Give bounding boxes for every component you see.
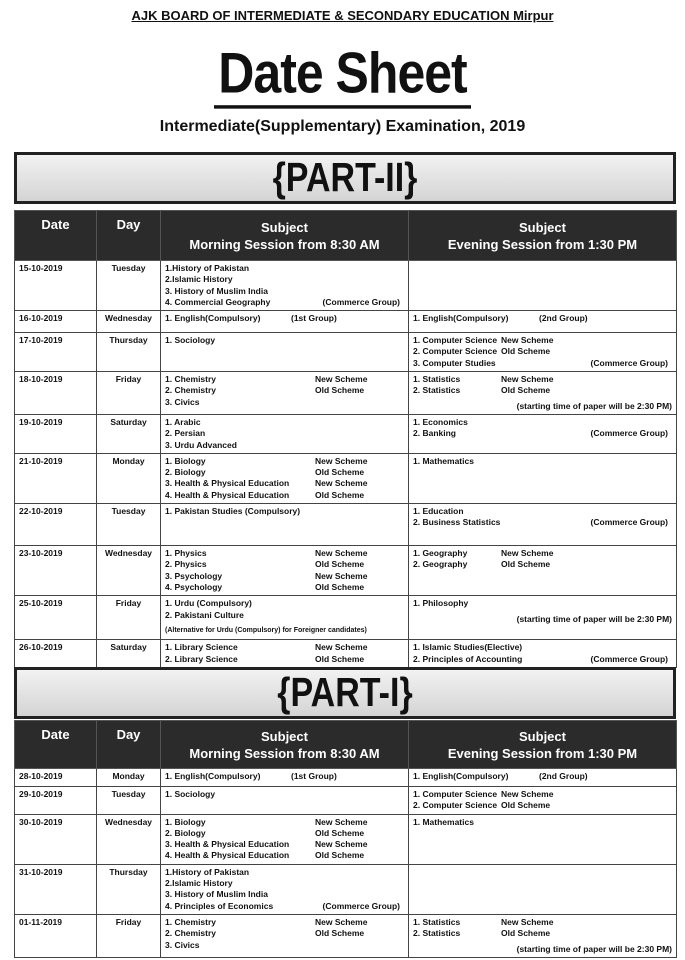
exam-day: Monday xyxy=(97,769,161,787)
paper-time-note: (Alternative for Urdu (Compulsory) for Foreigner candidates) xyxy=(165,626,367,634)
table-row xyxy=(15,414,677,453)
page-title xyxy=(0,40,685,107)
scheme-label: Old Scheme xyxy=(501,346,551,357)
subject-line xyxy=(413,928,672,939)
subject-name: 2.Islamic History xyxy=(165,878,233,889)
col-date: Date xyxy=(15,721,97,769)
table-row xyxy=(15,546,677,596)
morning-subjects xyxy=(161,787,409,815)
col-morning xyxy=(161,721,409,769)
subject-line xyxy=(165,286,404,297)
subject-name: 4. Psychology xyxy=(165,581,223,592)
exam-date: 19-10-2019 xyxy=(15,414,97,453)
subject-line xyxy=(165,417,404,428)
subject-name: 2. Pakistani Culture xyxy=(165,609,244,620)
subject-name: 1. Sociology xyxy=(165,789,216,799)
exam-day: Wednesday xyxy=(97,311,161,333)
subject-line xyxy=(413,817,672,828)
exam-date: 28-10-2019 xyxy=(15,769,97,787)
paper-time-note: (starting time of paper will be 2:30 PM) xyxy=(516,613,672,624)
subject-name: 1. Sociology xyxy=(165,335,216,346)
evening-subjects xyxy=(409,769,677,787)
table-row xyxy=(15,311,677,333)
subject-line xyxy=(165,263,404,274)
scheme-label: Old Scheme xyxy=(315,467,365,478)
table-row xyxy=(15,787,677,815)
scheme-label: New Scheme xyxy=(501,789,554,799)
subject-name: 3. Psychology xyxy=(165,570,223,581)
subject-name: 2. Chemistry xyxy=(165,928,217,939)
col-day: Day xyxy=(97,211,161,261)
subject-line xyxy=(165,917,404,928)
subject-name: 2. Persian xyxy=(165,428,206,439)
subject-line xyxy=(165,548,404,559)
exam-date: 23-10-2019 xyxy=(15,546,97,596)
subject-line xyxy=(165,440,404,451)
subject-name: 1.History of Pakistan xyxy=(165,263,250,273)
exam-date: 25-10-2019 xyxy=(15,596,97,640)
scheme-label: Old Scheme xyxy=(501,559,551,570)
scheme-label: New Scheme xyxy=(315,570,368,581)
subject-line xyxy=(165,506,404,517)
exam-date: 29-10-2019 xyxy=(15,787,97,815)
scheme-label: New Scheme xyxy=(315,374,368,385)
subject-name: 1. Physics xyxy=(165,548,207,559)
subject-line xyxy=(165,428,404,439)
subject-name: 3. Health & Physical Education xyxy=(165,839,290,850)
table-row xyxy=(15,640,677,668)
subject-name: 1. Geography xyxy=(413,548,468,559)
subject-line xyxy=(413,313,672,324)
morning-subjects xyxy=(161,453,409,503)
subject-line xyxy=(165,374,404,385)
exam-day: Thursday xyxy=(97,864,161,914)
table-row xyxy=(15,333,677,372)
subject-name: 1. Arabic xyxy=(165,416,201,427)
subject-name: 2. Geography xyxy=(413,559,468,570)
scheme-label: Old Scheme xyxy=(315,850,365,861)
subject-name: 2. Chemistry xyxy=(165,385,217,396)
subject-line xyxy=(413,428,672,439)
exam-date: 16-10-2019 xyxy=(15,311,97,333)
subject-line xyxy=(413,335,672,346)
morning-subjects xyxy=(161,311,409,333)
subject-line xyxy=(413,789,672,800)
paper-time-note: (starting time of paper will be 2:30 PM) xyxy=(516,400,672,411)
subject-name: 1. Biology xyxy=(165,455,206,466)
subject-name: 1. Urdu (Compulsory) xyxy=(165,598,252,609)
subject-name: 2. Biology xyxy=(165,827,206,838)
subject-name: 1. Pakistan Studies (Compulsory) xyxy=(165,506,301,517)
subject-line xyxy=(165,313,404,324)
exam-day: Tuesday xyxy=(97,787,161,815)
evening-subjects xyxy=(409,261,677,311)
subject-line xyxy=(413,654,672,665)
subject-line xyxy=(413,358,672,369)
subject-line xyxy=(165,642,404,653)
subject-name: 2. Biology xyxy=(165,467,206,478)
subject-name: 2. Statistics xyxy=(413,928,461,939)
evening-subjects xyxy=(409,311,677,333)
exam-date: 01-11-2019 xyxy=(15,914,97,957)
group-label: (Commerce Group) xyxy=(590,517,668,528)
subject-line xyxy=(165,610,404,621)
subject-name: 1. Economics xyxy=(413,416,468,427)
subject-line xyxy=(165,571,404,582)
morning-subjects xyxy=(161,546,409,596)
table-row xyxy=(15,372,677,415)
exam-date: 17-10-2019 xyxy=(15,333,97,372)
subject-name: 3. History of Muslim India xyxy=(165,285,268,296)
table-row xyxy=(15,814,677,864)
subject-line xyxy=(165,771,404,782)
subject-line xyxy=(165,456,404,467)
group-label: (1st Group) xyxy=(291,313,337,324)
scheme-label: New Scheme xyxy=(501,335,554,346)
paper-time-note: (starting time of paper will be 2:30 PM) xyxy=(516,943,672,954)
morning-subjects xyxy=(161,596,409,640)
subject-line xyxy=(413,385,672,396)
subject-line xyxy=(165,385,404,396)
group-label: (Commerce Group) xyxy=(322,296,400,307)
group-label: (1st Group) xyxy=(291,771,337,781)
subject-name: 1. English(Compulsory) xyxy=(413,313,509,324)
col-evening xyxy=(409,721,677,769)
col-subject-label: Subject xyxy=(519,728,566,744)
subject-line xyxy=(413,346,672,357)
subject-name: 1. Islamic Studies(Elective) xyxy=(413,642,523,653)
subject-line xyxy=(165,582,404,593)
subject-line xyxy=(165,598,404,609)
group-label: (Commerce Group) xyxy=(322,900,400,911)
exam-date: 30-10-2019 xyxy=(15,814,97,864)
subject-line xyxy=(165,397,404,408)
subject-name: 1. English(Compulsory) xyxy=(165,771,261,781)
evening-subjects xyxy=(409,372,677,415)
col-morning xyxy=(161,211,409,261)
table-row xyxy=(15,453,677,503)
subject-line xyxy=(165,467,404,478)
scheme-label: New Scheme xyxy=(501,548,554,559)
subject-name: 1. Mathematics xyxy=(413,816,474,827)
col-day: Day xyxy=(97,721,161,769)
subject-line xyxy=(413,771,672,782)
subject-name: 1. Mathematics xyxy=(413,455,474,466)
group-label: (Commerce Group) xyxy=(590,357,668,368)
morning-subjects xyxy=(161,261,409,311)
subject-line xyxy=(165,850,404,861)
subject-line xyxy=(165,940,404,951)
subject-line xyxy=(165,867,404,878)
subject-name: 1. Computer Science xyxy=(413,789,498,799)
subject-line xyxy=(165,817,404,828)
table-row xyxy=(15,864,677,914)
exam-date: 26-10-2019 xyxy=(15,640,97,668)
subject-line xyxy=(165,335,404,346)
exam-date: 18-10-2019 xyxy=(15,372,97,415)
col-evening-label: Evening Session from 1:30 PM xyxy=(447,745,638,761)
subject-line xyxy=(165,839,404,850)
subject-name: 1. Library Science xyxy=(165,642,238,653)
subject-name: 4. Principles of Economics xyxy=(165,900,274,911)
subject-name: 3. Urdu Advanced xyxy=(165,439,237,450)
evening-subjects xyxy=(409,814,677,864)
subject-name: 4. Commercial Geography xyxy=(165,296,271,307)
evening-subjects xyxy=(409,864,677,914)
subject-line xyxy=(413,456,672,467)
col-subject-label: Subject xyxy=(261,219,308,235)
subject-line xyxy=(165,478,404,489)
subject-name: 2. Computer Science xyxy=(413,346,498,357)
scheme-label: Old Scheme xyxy=(315,827,365,838)
subject-line xyxy=(165,559,404,570)
subject-line xyxy=(413,506,672,517)
exam-day: Friday xyxy=(97,914,161,957)
part1-title: {PART-I} xyxy=(277,669,413,716)
evening-subjects xyxy=(409,640,677,668)
exam-date: 22-10-2019 xyxy=(15,504,97,546)
exam-day: Friday xyxy=(97,372,161,415)
subject-name: 3. Computer Studies xyxy=(413,357,496,368)
subject-line xyxy=(413,917,672,928)
subject-line xyxy=(165,889,404,900)
subject-line xyxy=(413,374,672,385)
col-morning-label: Morning Session from 8:30 AM xyxy=(189,236,380,252)
scheme-label: New Scheme xyxy=(315,642,368,653)
subject-name: 2. Principles of Accounting xyxy=(413,653,523,664)
exam-day: Wednesday xyxy=(97,546,161,596)
subject-name: 1. Statistics xyxy=(413,916,461,927)
table-row xyxy=(15,596,677,640)
subject-name: 1. Chemistry xyxy=(165,916,217,927)
morning-subjects xyxy=(161,372,409,415)
subject-line xyxy=(165,490,404,501)
morning-subjects xyxy=(161,333,409,372)
table-row xyxy=(15,914,677,957)
scheme-label: New Scheme xyxy=(315,548,368,559)
exam-day: Saturday xyxy=(97,640,161,668)
part2-table xyxy=(14,210,677,668)
scheme-label: Old Scheme xyxy=(315,928,365,939)
morning-subjects xyxy=(161,414,409,453)
evening-subjects xyxy=(409,414,677,453)
morning-subjects xyxy=(161,864,409,914)
part1-table xyxy=(14,720,677,958)
subject-name: 3. Health & Physical Education xyxy=(165,478,290,489)
col-subject-label: Subject xyxy=(519,219,566,235)
scheme-label: New Scheme xyxy=(315,916,368,927)
subject-name: 2. Library Science xyxy=(165,653,238,664)
subject-name: 1.History of Pakistan xyxy=(165,866,250,877)
group-label: (Commerce Group) xyxy=(590,428,668,439)
col-morning-label: Morning Session from 8:30 AM xyxy=(189,745,380,761)
subject-name: 2. Statistics xyxy=(413,385,461,396)
evening-subjects xyxy=(409,596,677,640)
subject-name: 2. Business Statistics xyxy=(413,517,501,528)
morning-subjects xyxy=(161,814,409,864)
part1-banner xyxy=(14,667,676,719)
evening-subjects xyxy=(409,333,677,372)
exam-date: 21-10-2019 xyxy=(15,453,97,503)
subject-name: 1. Philosophy xyxy=(413,598,469,609)
exam-day: Saturday xyxy=(97,414,161,453)
subject-line xyxy=(165,901,404,912)
subject-line xyxy=(413,548,672,559)
page-title-text: Date Sheet xyxy=(214,41,470,109)
evening-subjects xyxy=(409,504,677,546)
exam-day: Wednesday xyxy=(97,814,161,864)
subject-name: 2.Islamic History xyxy=(165,274,233,285)
subject-name: 1. English(Compulsory) xyxy=(413,771,509,781)
exam-day: Friday xyxy=(97,596,161,640)
subject-name: 4. Health & Physical Education xyxy=(165,850,290,861)
exam-subtitle: Intermediate(Supplementary) Examination, 2019 xyxy=(159,118,526,135)
subject-name: 1. Computer Science xyxy=(413,335,498,346)
subject-name: 2. Physics xyxy=(165,559,207,570)
subject-name: 1. English(Compulsory) xyxy=(165,313,261,324)
evening-subjects xyxy=(409,787,677,815)
subject-line xyxy=(165,297,404,308)
scheme-label: Old Scheme xyxy=(315,385,365,396)
subject-line xyxy=(165,928,404,939)
exam-date: 15-10-2019 xyxy=(15,261,97,311)
morning-subjects xyxy=(161,504,409,546)
evening-subjects xyxy=(409,453,677,503)
scheme-label: New Scheme xyxy=(315,839,368,850)
part2-title: {PART-II} xyxy=(272,154,418,201)
subject-line xyxy=(165,878,404,889)
subject-name: 1. Biology xyxy=(165,816,206,827)
scheme-label: New Scheme xyxy=(501,374,554,385)
subject-name: 2. Computer Science xyxy=(413,800,498,811)
exam-day: Monday xyxy=(97,453,161,503)
subject-line xyxy=(165,274,404,285)
subject-name: 1. Chemistry xyxy=(165,374,217,385)
col-evening xyxy=(409,211,677,261)
scheme-label: New Scheme xyxy=(315,478,368,489)
subject-name: 1. Education xyxy=(413,506,464,517)
scheme-label: New Scheme xyxy=(501,916,554,927)
subject-line xyxy=(413,800,672,811)
scheme-label: Old Scheme xyxy=(315,489,365,500)
subject-line xyxy=(413,642,672,653)
exam-date: 31-10-2019 xyxy=(15,864,97,914)
table-row xyxy=(15,769,677,787)
scheme-label: Old Scheme xyxy=(501,385,551,396)
subject-name: 2. Banking xyxy=(413,428,456,439)
morning-subjects xyxy=(161,914,409,957)
board-name: AJK BOARD OF INTERMEDIATE & SECONDARY EDUCATION Mirpur xyxy=(131,8,554,23)
scheme-label: Old Scheme xyxy=(501,800,551,811)
col-evening-label: Evening Session from 1:30 PM xyxy=(447,236,638,252)
scheme-label: New Scheme xyxy=(315,455,368,466)
exam-day: Tuesday xyxy=(97,261,161,311)
subject-name: 3. Civics xyxy=(165,939,200,950)
subject-line xyxy=(165,654,404,665)
scheme-label: New Scheme xyxy=(315,816,368,827)
subject-line xyxy=(165,828,404,839)
evening-subjects xyxy=(409,546,677,596)
subject-name: 3. History of Muslim India xyxy=(165,889,268,900)
subject-line xyxy=(165,789,404,800)
group-label: (2nd Group) xyxy=(539,771,588,781)
col-subject-label: Subject xyxy=(261,728,308,744)
morning-subjects xyxy=(161,640,409,668)
subject-line xyxy=(413,417,672,428)
scheme-label: Old Scheme xyxy=(315,581,365,592)
part2-banner xyxy=(14,152,676,204)
scheme-label: Old Scheme xyxy=(315,559,365,570)
exam-day: Thursday xyxy=(97,333,161,372)
col-date: Date xyxy=(15,211,97,261)
scheme-label: Old Scheme xyxy=(315,653,365,664)
subject-line xyxy=(413,598,672,609)
group-label: (2nd Group) xyxy=(539,313,588,324)
scheme-label: Old Scheme xyxy=(501,928,551,939)
subject-line xyxy=(413,559,672,570)
exam-day: Tuesday xyxy=(97,504,161,546)
subject-name: 4. Health & Physical Education xyxy=(165,489,290,500)
group-label: (Commerce Group) xyxy=(590,653,668,664)
table-row xyxy=(15,261,677,311)
subject-name: 1. Statistics xyxy=(413,374,461,385)
morning-subjects xyxy=(161,769,409,787)
table-row xyxy=(15,504,677,546)
subject-name: 3. Civics xyxy=(165,396,200,407)
subject-line xyxy=(413,517,672,528)
evening-subjects xyxy=(409,914,677,957)
